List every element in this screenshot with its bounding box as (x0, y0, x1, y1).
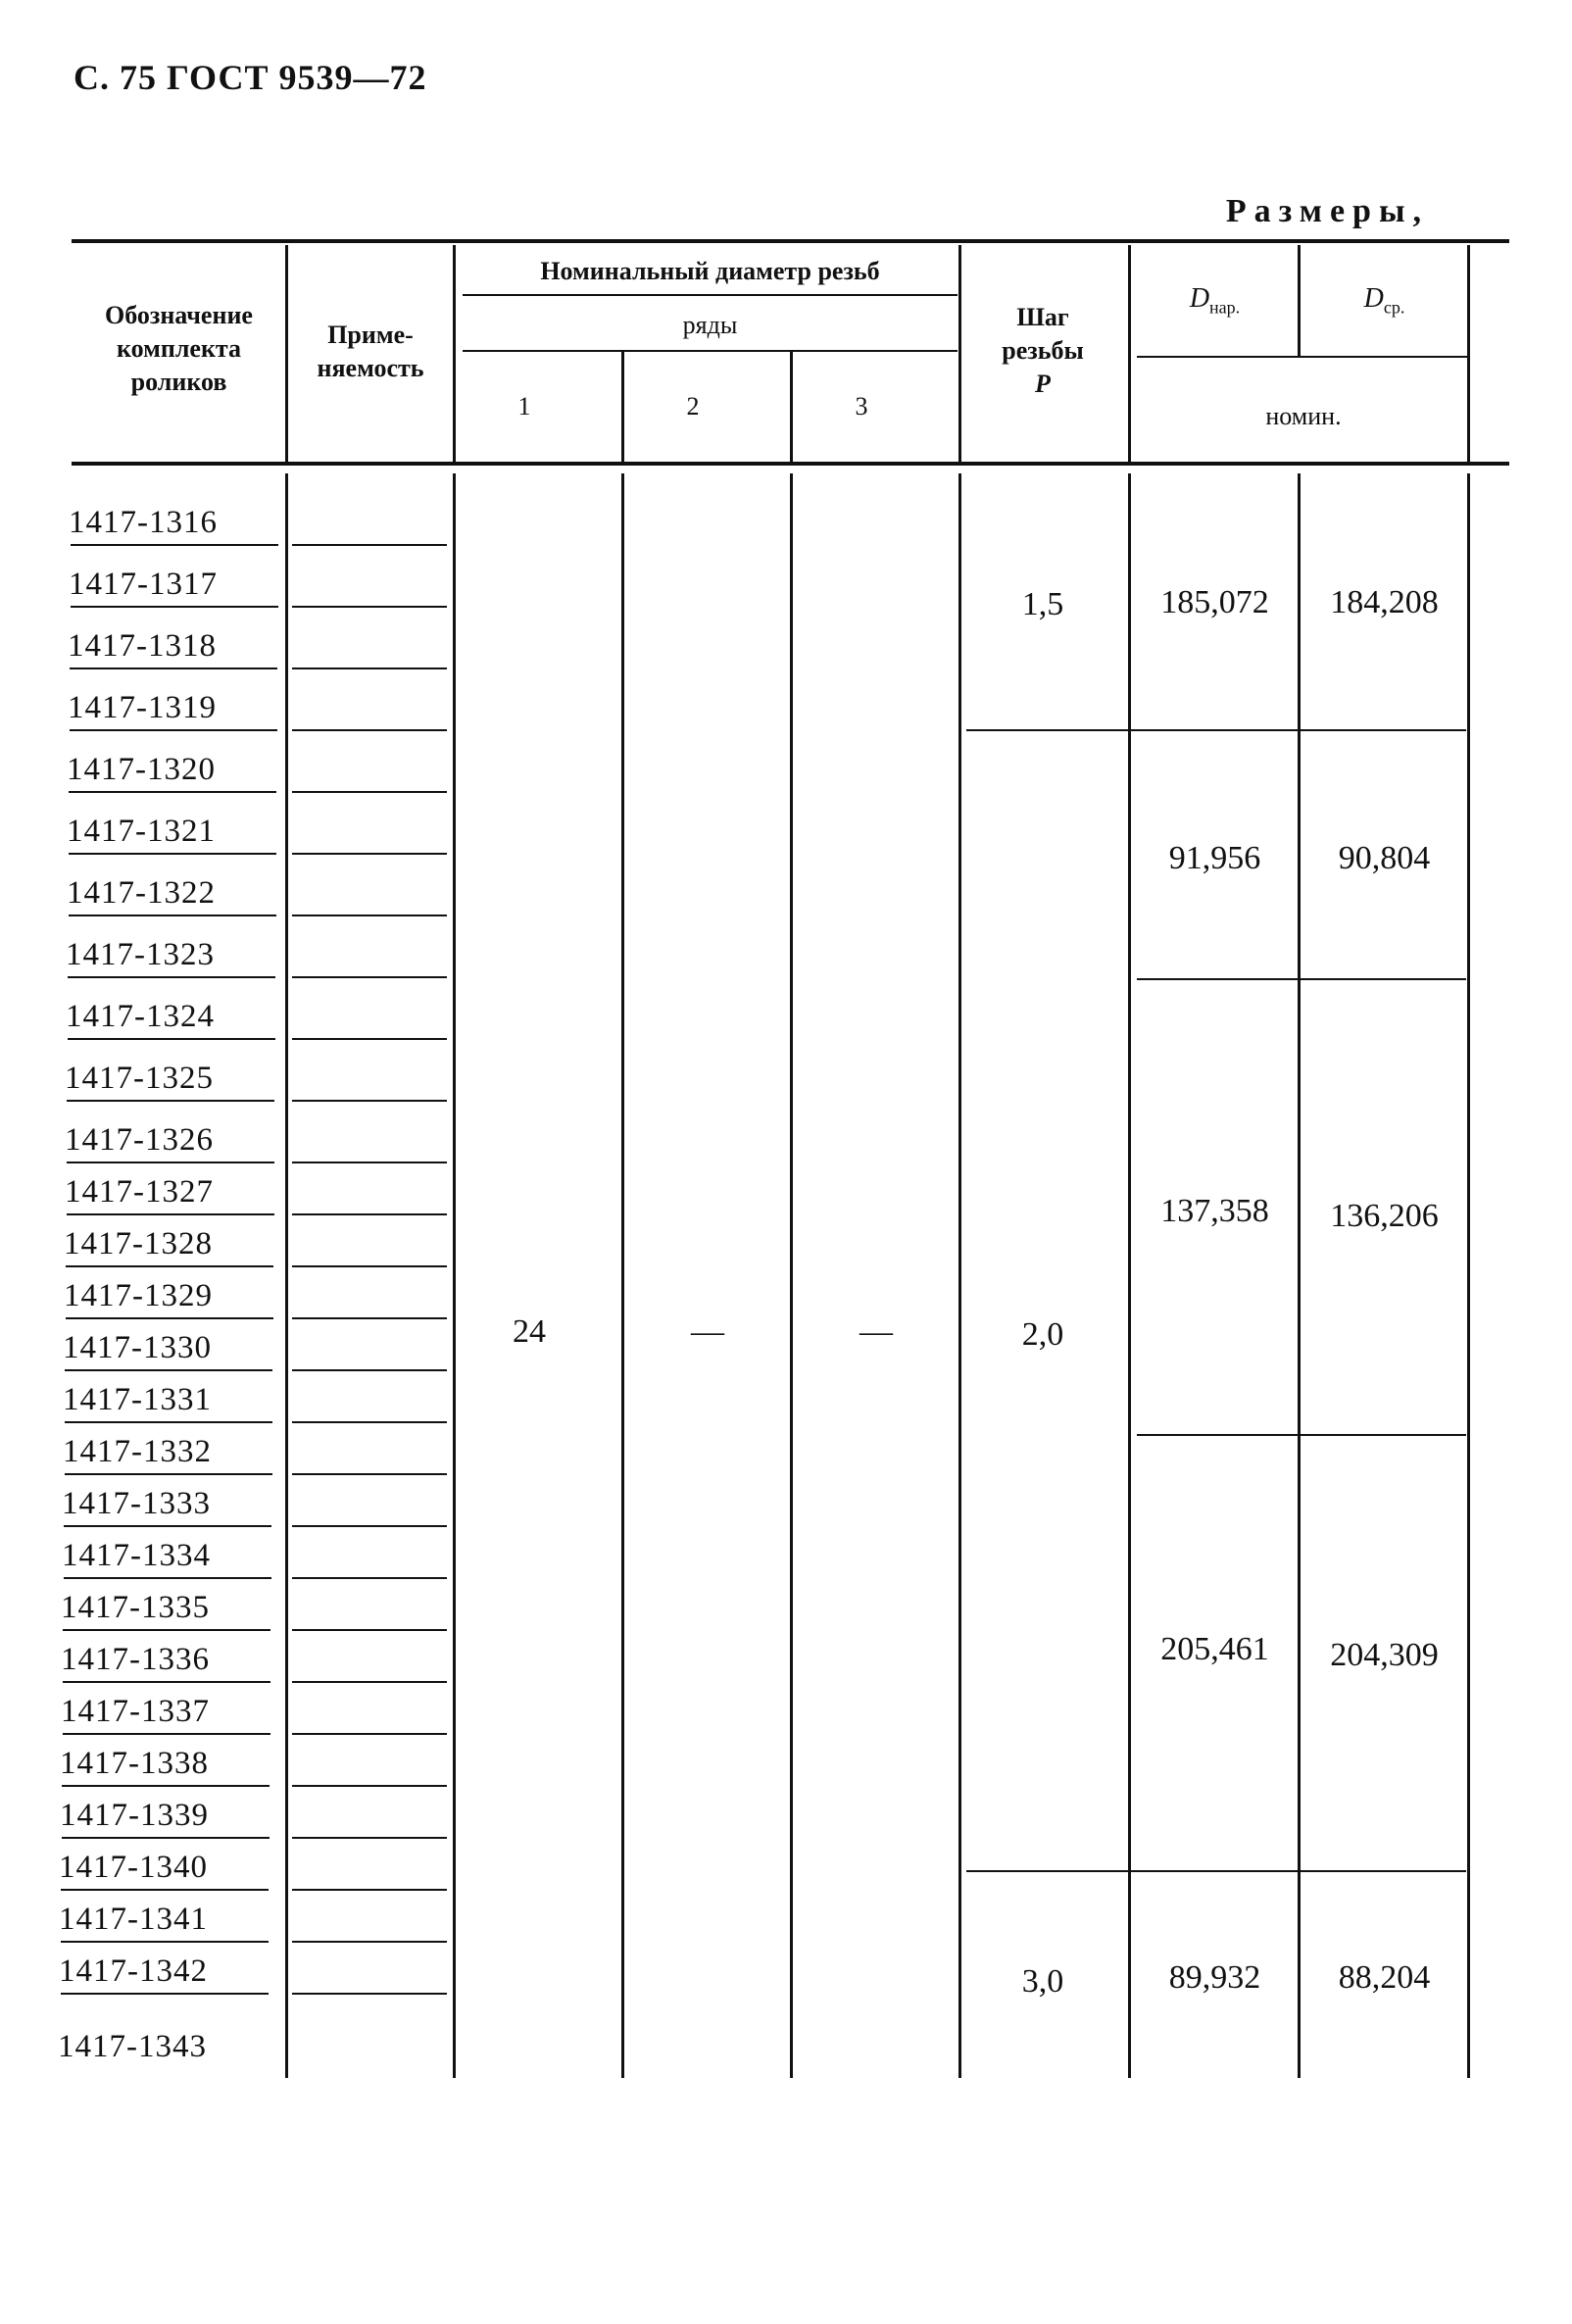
d-mean-value: 204,309 (1330, 1637, 1439, 1673)
applicability-cell-underline (292, 853, 447, 855)
body-vline-5 (958, 473, 961, 2078)
header-subrule-d (1137, 356, 1470, 358)
code-underline (64, 1577, 271, 1579)
table-row-code: 1417-1333 (62, 1486, 211, 1521)
table-row-code: 1417-1338 (60, 1746, 209, 1781)
body-vline-3 (621, 473, 624, 2078)
code-underline (63, 1629, 270, 1631)
code-underline (62, 1785, 270, 1787)
header-applicability: Приме- няемость (317, 321, 424, 382)
code-underline (63, 1733, 270, 1735)
table-row-code: 1417-1326 (65, 1122, 214, 1158)
table-row-code: 1417-1331 (63, 1382, 212, 1417)
applicability-cell-underline (292, 1213, 447, 1215)
applicability-cell-underline (292, 1369, 447, 1371)
code-underline (70, 729, 277, 731)
table-row-code: 1417-1319 (68, 690, 217, 725)
table-row-code: 1417-1318 (68, 628, 217, 664)
code-underline (71, 606, 278, 608)
applicability-cell-underline (292, 1038, 447, 1040)
hdr-vline-7 (1298, 245, 1301, 356)
table-row-code: 1417-1337 (61, 1694, 210, 1729)
d-outer-value: 137,358 (1160, 1193, 1269, 1229)
pitch-group-sep-1 (966, 729, 1466, 731)
code-underline (67, 1100, 274, 1102)
table-row-code: 1417-1334 (62, 1538, 211, 1573)
table-row-code: 1417-1323 (66, 937, 215, 972)
code-underline (65, 1473, 272, 1475)
code-underline (65, 1421, 272, 1423)
table-row-code: 1417-1340 (59, 1850, 208, 1885)
applicability-cell-underline (292, 1993, 447, 1995)
header-row-3: 3 (855, 392, 868, 420)
body-vline-2 (453, 473, 456, 2078)
header-bottom-rule (72, 462, 1509, 466)
code-underline (70, 668, 277, 669)
applicability-cell-underline (292, 1525, 447, 1527)
body-vline-1 (285, 473, 288, 2078)
table-row-code: 1417-1343 (58, 2029, 207, 2064)
code-underline (66, 1317, 273, 1319)
hdr-vline-5 (958, 245, 961, 462)
code-underline (68, 1038, 275, 1040)
code-underline (67, 1213, 274, 1215)
table-row-code: 1417-1325 (65, 1061, 214, 1096)
table-row-code: 1417-1335 (61, 1590, 210, 1625)
pitch-value: 2,0 (1021, 1316, 1064, 1353)
body-vline-7 (1298, 473, 1301, 2078)
d-outer-value: 91,956 (1168, 840, 1261, 876)
applicability-cell-underline (292, 915, 447, 916)
code-underline (64, 1525, 271, 1527)
table-row-code: 1417-1320 (67, 752, 216, 787)
d-mean-value: 90,804 (1338, 840, 1431, 876)
table-row-code: 1417-1342 (59, 1953, 208, 1989)
d-mean-value: 184,208 (1330, 584, 1439, 620)
code-underline (66, 1265, 273, 1267)
applicability-cell-underline (292, 1162, 447, 1163)
pitch-value: 1,5 (1021, 586, 1064, 622)
header-d-outer: $D_{нар.}$ (1189, 283, 1241, 318)
units-caption: Размеры, (1225, 193, 1429, 229)
header-pitch: Шаг резьбы P (1002, 303, 1084, 398)
d-outer-value: 89,932 (1168, 1959, 1261, 1996)
page-header: С. 75 ГОСТ 9539—72 (74, 58, 427, 97)
applicability-cell-underline (292, 1785, 447, 1787)
header-row-1: 1 (517, 392, 531, 420)
d-outer-value: 185,072 (1160, 584, 1269, 620)
table-row-code: 1417-1328 (64, 1226, 213, 1261)
body-vline-6 (1128, 473, 1131, 2078)
code-underline (61, 1889, 269, 1891)
applicability-cell-underline (292, 606, 447, 608)
code-underline (63, 1681, 270, 1683)
header-subrule-nominal-2 (463, 350, 958, 352)
code-underline (67, 1162, 274, 1163)
header-d-mean: $D_{ср.}$ (1363, 283, 1405, 318)
table-top-rule (72, 239, 1509, 243)
applicability-cell-underline (292, 1733, 447, 1735)
header-row-2: 2 (686, 392, 700, 420)
table-row-code: 1417-1327 (65, 1174, 214, 1210)
applicability-cell-underline (292, 1100, 447, 1102)
table-row-code: 1417-1330 (63, 1330, 212, 1365)
applicability-cell-underline (292, 1577, 447, 1579)
table-row-code: 1417-1317 (69, 567, 218, 602)
applicability-cell-underline (292, 976, 447, 978)
applicability-cell-underline (292, 668, 447, 669)
header-designation: Обозначение комплекта роликов (105, 301, 253, 396)
hdr-vline-6 (1128, 245, 1131, 462)
applicability-cell-underline (292, 1629, 447, 1631)
row2-value: — (691, 1313, 724, 1350)
table-row-code: 1417-1339 (60, 1798, 209, 1833)
code-underline (69, 791, 276, 793)
header-nominal-diameter: Номинальный диаметр резьб (540, 257, 880, 285)
hdr-vline-1 (285, 245, 288, 462)
pitch-value: 3,0 (1021, 1963, 1064, 2000)
applicability-cell-underline (292, 1889, 447, 1891)
header-rows-label: ряды (682, 311, 738, 339)
d-mean-value: 136,206 (1330, 1198, 1439, 1234)
row3-value: — (860, 1313, 893, 1350)
body-vline-8 (1467, 473, 1470, 2078)
applicability-cell-underline (292, 1473, 447, 1475)
hdr-vline-2 (453, 245, 456, 462)
table-row-code: 1417-1329 (64, 1278, 213, 1313)
body-vline-4 (790, 473, 793, 2078)
row1-value: 24 (513, 1313, 546, 1350)
table-row-code: 1417-1321 (67, 814, 216, 849)
applicability-cell-underline (292, 1837, 447, 1839)
header-subrule-nominal-1 (463, 294, 958, 296)
code-underline (71, 544, 278, 546)
table-row-code: 1417-1322 (67, 875, 216, 911)
d-mean-value: 88,204 (1338, 1959, 1431, 1996)
applicability-cell-underline (292, 1317, 447, 1319)
table-row-code: 1417-1336 (61, 1642, 210, 1677)
applicability-cell-underline (292, 1681, 447, 1683)
code-underline (61, 1993, 269, 1995)
code-underline (61, 1941, 269, 1943)
applicability-cell-underline (292, 1421, 447, 1423)
table-row-code: 1417-1332 (63, 1434, 212, 1469)
applicability-cell-underline (292, 791, 447, 793)
applicability-cell-underline (292, 729, 447, 731)
table-row-code: 1417-1341 (59, 1902, 208, 1937)
code-underline (68, 976, 275, 978)
d-outer-value: 205,461 (1160, 1631, 1269, 1667)
header-nominal: номин. (1265, 402, 1342, 430)
d-group-sep-2 (1137, 1434, 1466, 1436)
code-underline (69, 853, 276, 855)
table-row-code: 1417-1316 (69, 505, 218, 540)
code-underline (62, 1837, 270, 1839)
code-underline (69, 915, 276, 916)
d-group-sep-1 (1137, 978, 1466, 980)
applicability-cell-underline (292, 1941, 447, 1943)
pitch-group-sep-2 (966, 1870, 1466, 1872)
applicability-cell-underline (292, 1265, 447, 1267)
code-underline (65, 1369, 272, 1371)
applicability-cell-underline (292, 544, 447, 546)
table-row-code: 1417-1324 (66, 999, 215, 1034)
